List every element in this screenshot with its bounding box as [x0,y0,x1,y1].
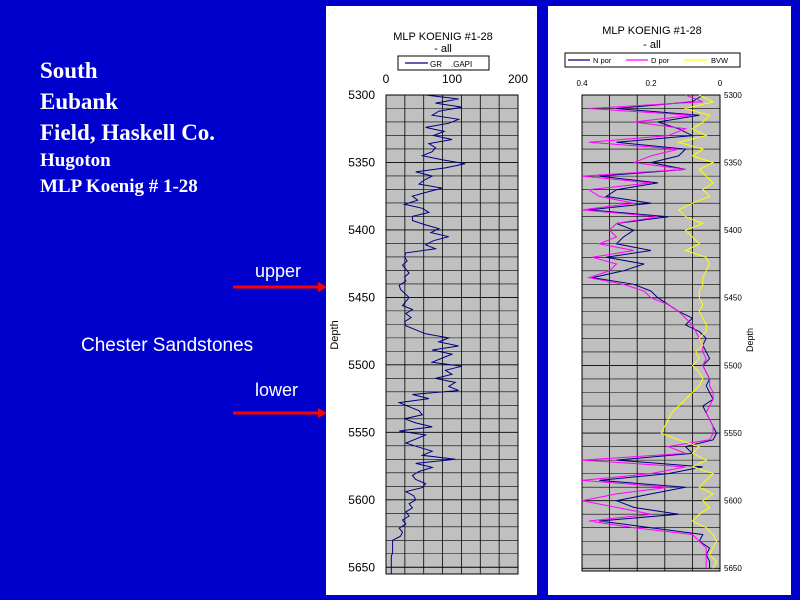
chart-title-line: MLP KOENIG #1-28 [393,31,493,43]
y-tick-label: 5600 [724,496,742,506]
porosity-log-panel [548,6,791,595]
legend-label-dpor: D por [651,56,670,65]
legend-label-bvw: BVW [711,56,729,65]
y-tick-label: 5650 [724,564,742,574]
y-tick-label: 5400 [348,223,375,238]
y-axis-label: Depth [745,327,755,353]
y-tick-label: 5350 [724,158,742,168]
x-tick-label: 100 [441,72,463,86]
y-tick-label: 5300 [348,88,375,103]
y-axis-label: Depth [329,320,341,350]
plot-area [576,79,755,573]
legend [398,56,489,70]
x-tick-label: 0 [382,72,390,86]
slide-title-line: South [40,58,98,83]
y-tick-label: 5650 [348,560,375,575]
legend [565,53,740,67]
x-tick-label: 0.4 [576,79,588,88]
upper-arrow [233,282,327,292]
plot-background [582,95,720,571]
y-tick-label: 5500 [724,361,742,371]
gr-log-chart [326,6,537,595]
slide-title-line: Eubank [40,89,119,114]
y-tick-label: 5500 [348,358,375,373]
y-tick-label: 5450 [348,290,375,305]
upper-label: upper [255,261,302,281]
legend-label-npor: N por [593,56,612,65]
x-tick-label: 200 [507,72,529,86]
x-tick-label: 0.2 [645,79,657,88]
slide-subtitle-line: Hugoton [40,150,111,171]
formation-label: Chester Sandstones [81,335,254,356]
y-tick-label: 5300 [724,90,742,100]
y-tick-label: 5550 [724,428,742,438]
chart-title-line: MLP KOENIG #1-28 [602,25,702,37]
chart-title-line: - all [643,39,661,51]
y-tick-label: 5400 [724,226,742,236]
slide-title-line: Field, Haskell Co. [40,120,216,145]
lower-label: lower [255,380,299,400]
plot-area [329,72,528,574]
y-tick-label: 5350 [348,155,375,170]
lower-arrow [233,408,327,418]
legend-label-gr: GR .GAPI [430,60,473,69]
y-tick-label: 5600 [348,492,375,507]
y-tick-label: 5450 [724,293,742,303]
slide-subtitle-line: MLP Koenig # 1-28 [40,176,198,197]
x-tick-label: 0 [717,79,723,88]
gr-log-panel [326,6,537,595]
porosity-log-chart [548,6,791,595]
chart-title-line: - all [434,43,452,55]
y-tick-label: 5550 [348,425,375,440]
